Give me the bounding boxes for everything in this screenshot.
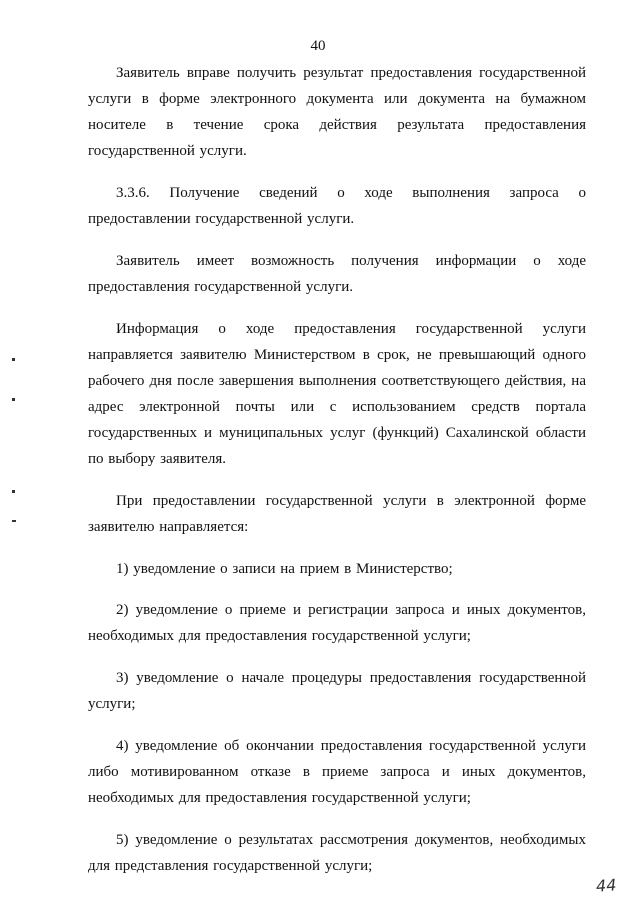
page-number: 40	[310, 38, 326, 54]
list-item-3: 3) уведомление о начале процедуры предоставления государственной услуги;	[88, 670, 586, 712]
paragraph-info-delivery: Информация о ходе предоставления государственной услуги направляется заявителю Министерством в срок, не превышающий одного рабочего дня после завершения выполнения соответствующего действия, на адрес электронной почты или с использованием средств портала государственных и муниципальных услуг (функций) Сахалинской области по выбору заявителя.	[88, 321, 586, 467]
scan-mark	[12, 520, 16, 522]
scan-mark	[12, 490, 15, 493]
list-item-2: 2) уведомление о приеме и регистрации запроса и иных документов, необходимых для предоставления государственной услуги;	[88, 602, 586, 644]
list-item-5: 5) уведомление о результатах рассмотрения документов, необходимых для представления государственной услуги;	[88, 832, 586, 874]
list-item-4: 4) уведомление об окончании предоставления государственной услуги либо мотивированном отказе в приеме запроса и иных документов, необходимых для предоставления государственной услуги;	[88, 738, 586, 806]
paragraph-progress-info: Заявитель имеет возможность получения информации о ходе предоставления государственной услуги.	[88, 253, 586, 295]
list-item-1: 1) уведомление о записи на прием в Министерство;	[116, 561, 453, 577]
handwritten-page-number: 44	[595, 875, 617, 896]
paragraph-result-format: Заявитель вправе получить результат предоставления государственной услуги в форме электронного документа или документа на бумажном носителе в течение срока действия результата предоставления государственной услуги.	[88, 65, 586, 159]
scan-mark	[12, 398, 15, 401]
paragraph-section-3-3-6: 3.3.6. Получение сведений о ходе выполнения запроса о предоставлении государственной услуги.	[88, 185, 586, 227]
document-body	[88, 60, 586, 895]
scan-mark	[12, 358, 15, 361]
paragraph-electronic-form: При предоставлении государственной услуги в электронной форме заявителю направляется:	[88, 493, 586, 535]
